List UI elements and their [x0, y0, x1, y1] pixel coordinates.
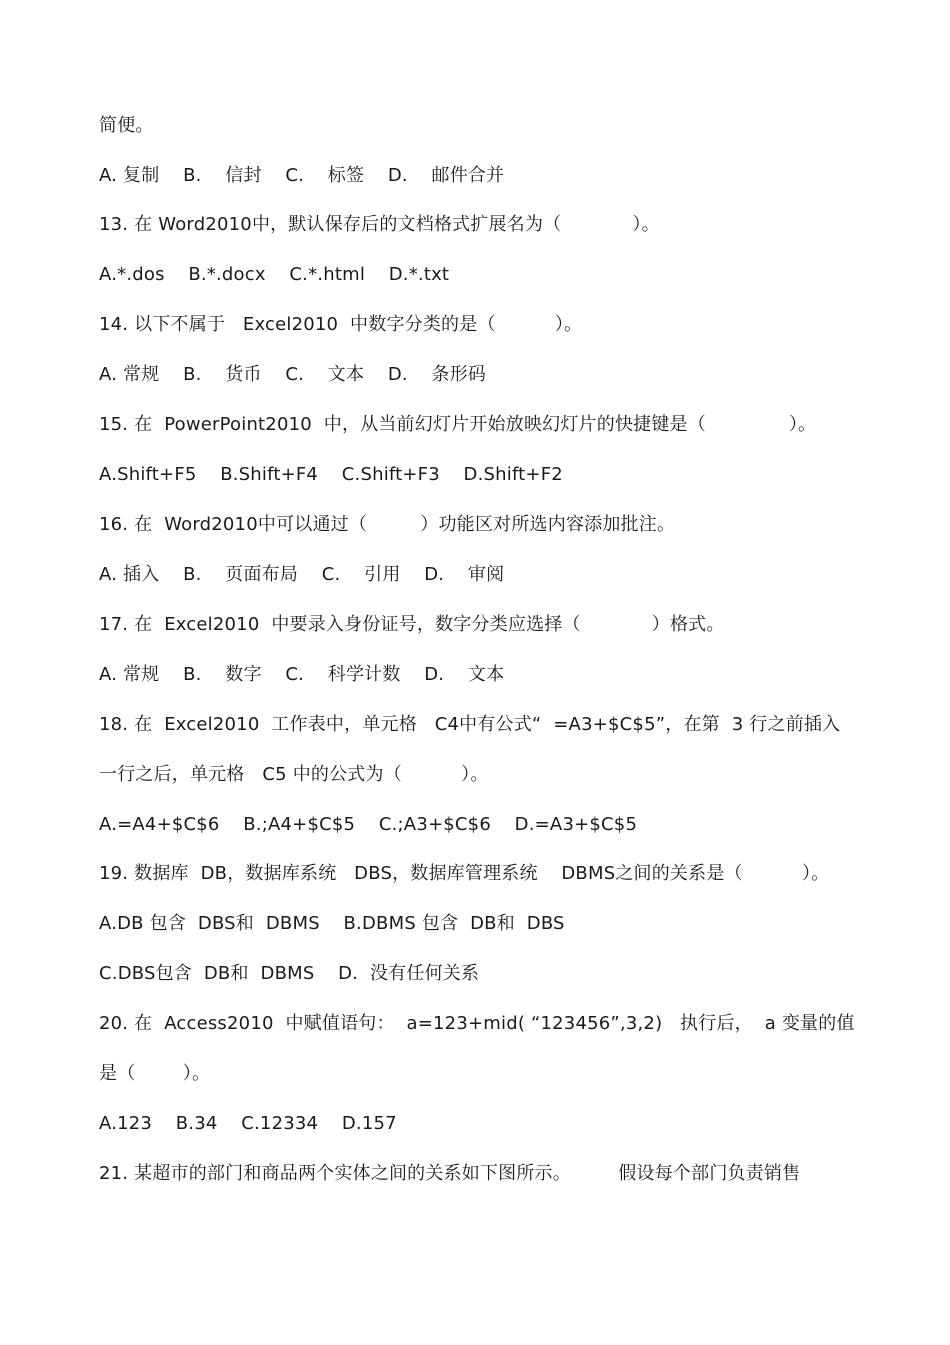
- question-15: 15. 在 PowerPoint2010 中，从当前幻灯片开始放映幻灯片的快捷键是（ ）。: [99, 414, 817, 435]
- q14-options: A. 常规 B. 货币 C. 文本 D. 条形码: [99, 364, 487, 385]
- q20-options: A.123 B.34 C.12334 D.157: [99, 1113, 397, 1134]
- question-17: 17. 在 Excel2010 中要录入身份证号，数字分类应选择（ ）格式。: [99, 614, 725, 635]
- question-18: 18. 在 Excel2010 工作表中，单元格 C4中有公式“ =A3+$C$5”，在第 3 行之前插入: [99, 714, 841, 735]
- q16-options: A. 插入 B. 页面布局 C. 引用 D. 审阅: [99, 564, 505, 585]
- question-14: 14. 以下不属于 Excel2010 中数字分类的是（ ）。: [99, 314, 583, 335]
- q15-options: A.Shift+F5 B.Shift+F4 C.Shift+F3 D.Shift+F2: [99, 464, 563, 485]
- q19-options-cd: C.DBS包含 DB和 DBMS D. 没有任何关系: [99, 963, 480, 984]
- text-line-1: 简便。: [99, 115, 154, 136]
- question-18-cont: 一行之后，单元格 C5 中的公式为（ ）。: [99, 764, 489, 785]
- question-20: 20. 在 Access2010 中赋值语句： a=123+mid( “123456”,3,2) 执行后， a 变量的值: [99, 1013, 855, 1034]
- question-19: 19. 数据库 DB，数据库系统 DBS，数据库管理系统 DBMS之间的关系是（ ）。: [99, 863, 830, 884]
- question-16: 16. 在 Word2010中可以通过（ ）功能区对所选内容添加批注。: [99, 514, 676, 535]
- q19-options-ab: A.DB 包含 DBS和 DBMS B.DBMS 包含 DB和 DBS: [99, 913, 565, 934]
- question-13: 13. 在 Word2010中，默认保存后的文档格式扩展名为（ ）。: [99, 214, 660, 235]
- q13-options: A.*.dos B.*.docx C.*.html D.*.txt: [99, 264, 450, 285]
- question-20-cont: 是（ ）。: [99, 1063, 211, 1084]
- q12-options: A. 复制 B. 信封 C. 标签 D. 邮件合并: [99, 165, 505, 186]
- q18-options: A.=A4+$C$6 B.;A4+$C$5 C.;A3+$C$6 D.=A3+$C$5: [99, 814, 638, 835]
- q17-options: A. 常规 B. 数字 C. 科学计数 D. 文本: [99, 664, 505, 685]
- question-21: 21. 某超市的部门和商品两个实体之间的关系如下图所示。 假设每个部门负责销售: [99, 1163, 801, 1184]
